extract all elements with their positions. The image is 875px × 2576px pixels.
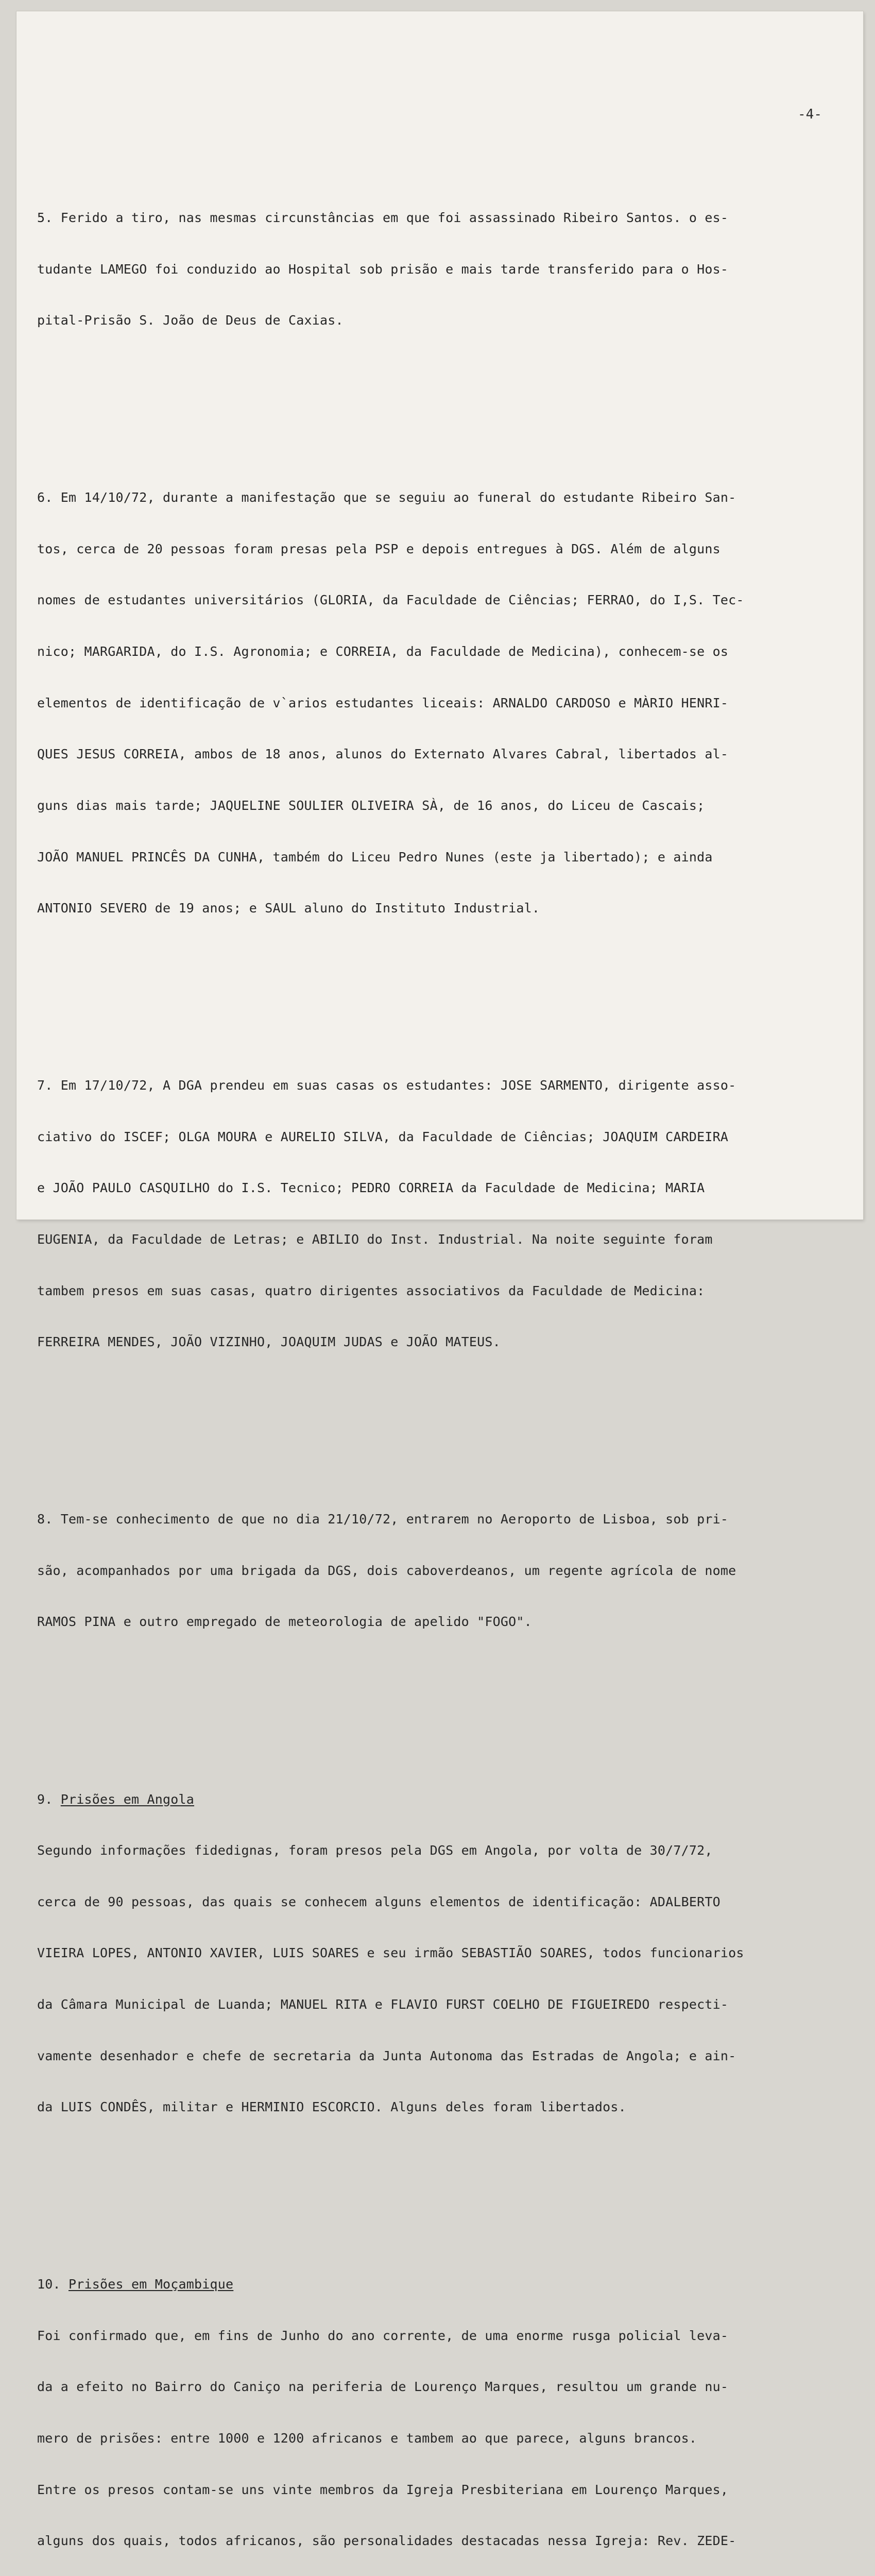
text-line: ciativo do ISCEF; OLGA MOURA e AURELIO SILVA, da Faculdade de Ciências; JOAQUIM CARDEIRA [37, 1129, 729, 1144]
text-line: Segundo informações fidedignas, foram presos pela DGS em Angola, por volta de 30/7/72, [37, 1843, 713, 1858]
paragraph-7 [37, 1043, 851, 1385]
section-heading: 9. Prisões em Angola [37, 1791, 195, 1807]
text-line: mero de prisões: entre 1000 e 1200 africanos e tambem ao que parece, alguns brancos. [37, 2431, 697, 2446]
page-number: -4- [798, 107, 822, 122]
text-line: vamente desenhador e chefe de secretaria da Junta Autonoma das Estradas de Angola; e ain- [37, 2048, 736, 2063]
text-line: Foi confirmado que, em fins de Junho do ano corrente, de uma enorme rusga policial leva- [37, 2328, 729, 2343]
text-line: alguns dos quais, todos africanos, são personalidades destacadas nessa Igreja: Rev. ZEDE- [37, 2533, 736, 2549]
text-line: 8. Tem-se conhecimento de que no dia 21/10/72, entrarem no Aeroporto de Lisboa, sob pri- [37, 1512, 729, 1527]
text-line: nico; MARGARIDA, do I.S. Agronomia; e CORREIA, da Faculdade de Medicina), conhecem-se os [37, 644, 729, 659]
text-line: 7. Em 17/10/72, A DGA prendeu em suas casas os estudantes: JOSE SARMENTO, dirigente asso- [37, 1078, 736, 1093]
section-heading: 10. Prisões em Moçambique [37, 2277, 234, 2292]
text-line: nomes de estudantes universitários (GLORIA, da Faculdade de Ciências; FERRAO, do I,S. Tec- [37, 592, 744, 608]
paragraph-9 [37, 1756, 851, 2150]
text-line: 5. Ferido a tiro, nas mesmas circunstâncias em que foi assassinado Ribeiro Santos. o es- [37, 210, 729, 226]
paragraph-8 [37, 1477, 851, 1665]
text-line: da Câmara Municipal de Luanda; MANUEL RITA e FLAVIO FURST COELHO DE FIGUEIREDO respecti- [37, 1996, 729, 2012]
text-line: FERREIRA MENDES, JOÃO VIZINHO, JOAQUIM JUDAS e JOÃO MATEUS. [37, 1334, 501, 1350]
text-line: Entre os presos contam-se uns vinte membros da Igreja Presbiteriana em Lourenço Marques, [37, 2482, 729, 2497]
text-line: e JOÃO PAULO CASQUILHO do I.S. Tecnico; PEDRO CORREIA da Faculdade de Medicina; MARIA [37, 1180, 705, 1196]
text-line: da LUIS CONDÊS, militar e HERMINIO ESCORCIO. Alguns deles foram libertados. [37, 2099, 626, 2115]
text-line: 6. Em 14/10/72, durante a manifestação que se seguiu ao funeral do estudante Ribeiro San- [37, 490, 736, 505]
text-line: pital-Prisão S. João de Deus de Caxias. [37, 313, 344, 328]
text-line: tos, cerca de 20 pessoas foram presas pela PSP e depois entregues à DGS. Além de alguns [37, 541, 720, 556]
text-line: QUES JESUS CORREIA, ambos de 18 anos, alunos do Externato Alvares Cabral, libertados al- [37, 747, 729, 762]
text-line: são, acompanhados por uma brigada da DGS, dois caboverdeanos, um regente agrícola de nome [37, 1563, 736, 1578]
text-line: guns dias mais tarde; JAQUELINE SOULIER OLIVEIRA SÀ, de 16 anos, do Liceu de Cascais; [37, 798, 705, 813]
text-line: tambem presos em suas casas, quatro dirigentes associativos da Faculdade de Medicina: [37, 1283, 705, 1298]
text-line: VIEIRA LOPES, ANTONIO XAVIER, LUIS SOARES e seu irmão SEBASTIÃO SOARES, todos funcionarios [37, 1945, 744, 1961]
document-page [16, 11, 863, 2549]
text-line: RAMOS PINA e outro empregado de meteorologia de apelido "FOGO". [37, 1614, 532, 1630]
paragraph-5 [37, 175, 851, 363]
text-line: ANTONIO SEVERO de 19 anos; e SAUL aluno do Instituto Industrial. [37, 901, 540, 916]
text-line: tudante LAMEGO foi conduzido ao Hospital sob prisão e mais tarde transferido para o Hos- [37, 261, 729, 277]
paragraph-6 [37, 455, 851, 951]
text-line: da a efeito no Bairro do Caniço na periferia de Lourenço Marques, resultou um grande nu- [37, 2379, 729, 2395]
section-heading-underlined: Prisões em Moçambique [68, 2277, 234, 2292]
text-line: JOÃO MANUEL PRINCÊS DA CUNHA, também do Liceu Pedro Nunes (este ja libertado); e ainda [37, 849, 713, 865]
text-line: EUGENIA, da Faculdade de Letras; e ABILIO do Inst. Industrial. Na noite seguinte foram [37, 1232, 713, 1247]
paragraph-10 [37, 2242, 851, 2576]
text-line: elementos de identificação de v`arios estudantes liceais: ARNALDO CARDOSO e MÀRIO HENRI- [37, 695, 729, 710]
section-heading-underlined: Prisões em Angola [60, 1791, 195, 1807]
text-line: cerca de 90 pessoas, das quais se conhecem alguns elementos de identificação: ADALBERTO [37, 1894, 720, 1909]
document-body [37, 124, 851, 2576]
